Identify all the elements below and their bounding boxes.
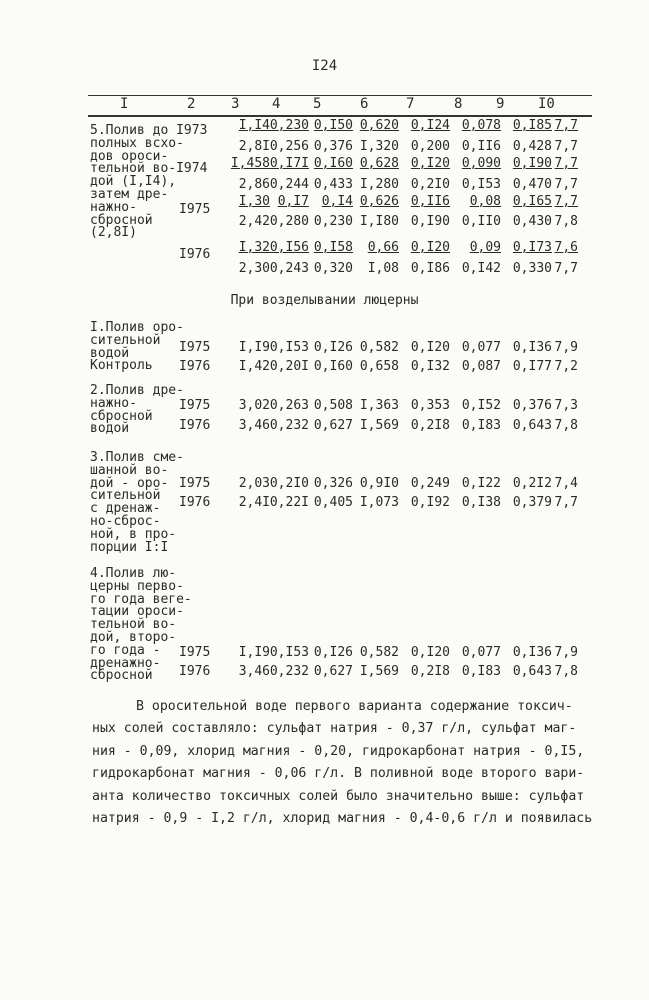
row-label-line: порции I:I: [90, 539, 169, 555]
row-label-line: 5.Полив до I973: [90, 123, 208, 138]
table-cell: 0,9I0: [359, 476, 399, 491]
year-label: I975: [179, 645, 211, 660]
table-cell: 3,02: [238, 398, 270, 413]
column-header: I0: [538, 96, 555, 112]
table-cell: I,569: [359, 418, 399, 433]
table-cell: 2,30: [238, 261, 270, 276]
table-cell: 0,I60: [313, 359, 353, 374]
year-label: I976: [179, 495, 211, 510]
row-label-line: дов ороси-: [90, 148, 169, 164]
row-label-line: нажно-: [90, 199, 137, 215]
table-cell: 0,077: [461, 340, 501, 355]
table-cell: 0,280: [269, 214, 309, 229]
table-cell: 7,7: [554, 139, 578, 154]
table-cell: 0,620: [359, 118, 399, 133]
table-cell: 0,I53: [269, 645, 309, 660]
table-cell: 0,I20: [410, 240, 450, 255]
row-label-line: нажно-: [90, 395, 137, 411]
table-cell: 0,II6: [410, 194, 450, 209]
row-label-line: 3.Полив сме-: [90, 450, 184, 465]
table-cell: 0,230: [313, 214, 353, 229]
table-cell: 0,22I: [269, 495, 309, 510]
table-cell: 0,376: [512, 398, 552, 413]
table-cell: 0,078: [461, 118, 501, 133]
column-header: 9: [496, 96, 505, 112]
table-cell: 0,249: [410, 476, 450, 491]
table-cell: 7,9: [554, 645, 578, 660]
row-label-line: водой: [90, 345, 130, 361]
table-cell: 0,I53: [461, 177, 501, 192]
row-label-line: Контроль: [90, 358, 153, 374]
table-cell: 0,I26: [313, 340, 353, 355]
table-cell: 0,I92: [410, 495, 450, 510]
table-cell: 0,376: [313, 139, 353, 154]
table-cell: 2,4I: [238, 495, 270, 510]
column-header: 5: [313, 96, 322, 112]
table-cell: 7,7: [554, 177, 578, 192]
table-cell: I,I9: [238, 340, 270, 355]
table-cell: 7,6: [554, 240, 578, 255]
table-cell: 0,508: [313, 398, 353, 413]
year-label: I975: [179, 340, 211, 355]
table-cell: 0,2I2: [512, 476, 552, 491]
row-label-line: 2.Полив дре-: [90, 383, 184, 398]
row-label-line: водой: [90, 421, 130, 437]
table-cell: 0,090: [461, 156, 501, 171]
year-label: I976: [179, 418, 211, 433]
table-cell: 0,I65: [512, 194, 552, 209]
table-cell: 0,I24: [410, 118, 450, 133]
table-cell: 7,2: [554, 359, 578, 374]
table-cell: 0,I20: [410, 156, 450, 171]
table-cell: 0,353: [410, 398, 450, 413]
table-cell: 0,I20: [410, 340, 450, 355]
table-cell: 0,I58: [313, 240, 353, 255]
table-cell: 0,I77: [512, 359, 552, 374]
table-cell: 0,320: [313, 261, 353, 276]
column-header: 2: [187, 96, 196, 112]
table-cell: 0,470: [512, 177, 552, 192]
column-header: I: [120, 96, 129, 112]
table-cell: 3,46: [238, 418, 270, 433]
table-cell: I,I9: [238, 645, 270, 660]
table-cell: 7,9: [554, 340, 578, 355]
row-label-line: тельной во-: [90, 617, 177, 633]
table-cell: 0,232: [269, 664, 309, 679]
table-cell: 0,626: [359, 194, 399, 209]
table-cell: 0,I7: [277, 194, 309, 209]
row-label-line: полных всхо-: [90, 135, 184, 151]
table-cell: 0,330: [512, 261, 552, 276]
paragraph-line: гидрокарбонат магния - 0,06 г/л. В поливной воде второго вари-: [92, 766, 585, 782]
table-cell: 0,256: [269, 139, 309, 154]
table-cell: 0,243: [269, 261, 309, 276]
column-header: 7: [406, 96, 415, 112]
table-cell: 0,643: [512, 664, 552, 679]
table-cell: 7,7: [554, 156, 578, 171]
table-cell: 0,II6: [461, 139, 501, 154]
table-cell: 0,I22: [461, 476, 501, 491]
year-label: I976: [179, 664, 211, 679]
table-cell: 7,7: [554, 194, 578, 209]
year-label: I975: [179, 202, 211, 217]
table-cell: 0,2I0: [410, 177, 450, 192]
row-label-line: 4.Полив лю-: [90, 566, 177, 581]
paragraph-line: В оросительной воде первого варианта содержание токсич-: [136, 699, 573, 714]
row-label-line: сительной: [90, 488, 161, 504]
table-cell: I,30: [238, 194, 270, 209]
table-top-rule: [88, 95, 592, 96]
table-cell: I,I4: [238, 118, 270, 133]
table-cell: 0,I20: [410, 645, 450, 660]
table-cell: 0,09: [469, 240, 501, 255]
table-cell: 0,428: [512, 139, 552, 154]
table-cell: 7,3: [554, 398, 578, 413]
table-cell: 0,405: [313, 495, 353, 510]
paragraph-line: анта количество токсичных солей было значительно выше: сульфат: [92, 788, 585, 804]
table-cell: 0,230: [269, 118, 309, 133]
column-header: 4: [272, 96, 281, 112]
row-label-line: дой (I,I4),: [90, 174, 177, 190]
row-label-line: ной, в про-: [90, 526, 177, 542]
row-label-line: сбросной: [90, 668, 153, 684]
row-label-line: шанной во-: [90, 462, 169, 478]
row-label-line: с дренаж-: [90, 501, 161, 517]
table-cell: 0,658: [359, 359, 399, 374]
table-cell: I,073: [359, 495, 399, 510]
row-label-line: церны перво-: [90, 578, 184, 594]
table-cell: 0,582: [359, 645, 399, 660]
table-cell: 0,379: [512, 495, 552, 510]
table-cell: 7,7: [554, 261, 578, 276]
table-cell: I,08: [367, 261, 399, 276]
row-label-line: тации ороси-: [90, 604, 184, 620]
table-cell: I,458: [230, 156, 270, 171]
page-number: I24: [311, 58, 338, 74]
table-cell: 0,I53: [269, 340, 309, 355]
subheading: При возделывании люцерны: [230, 293, 419, 308]
table-cell: 0,I26: [313, 645, 353, 660]
table-cell: 7,7: [554, 118, 578, 133]
paragraph-line: натрия - 0,9 - I,2 г/л, хлорид магния - 0,4-0,6 г/л и появилась: [92, 811, 593, 827]
table-cell: 0,08: [469, 194, 501, 209]
column-header: 6: [360, 96, 369, 112]
table-cell: 0,2I0: [269, 476, 309, 491]
table-cell: 0,628: [359, 156, 399, 171]
row-label-line: но-сброс-: [90, 514, 161, 529]
table-cell: 0,077: [461, 645, 501, 660]
table-cell: 0,I90: [512, 156, 552, 171]
table-cell: 0,I36: [512, 340, 552, 355]
row-label-line: го года -: [90, 642, 161, 658]
table-cell: I,I80: [359, 214, 399, 229]
row-label-line: (2,8I): [90, 225, 137, 241]
table-cell: 0,I60: [313, 156, 353, 171]
table-cell: 0,232: [269, 418, 309, 433]
table-cell: 0,I36: [512, 645, 552, 660]
table-cell: 0,66: [367, 240, 399, 255]
table-cell: 2,8I: [238, 139, 270, 154]
table-cell: 0,263: [269, 398, 309, 413]
table-cell: 0,2I8: [410, 418, 450, 433]
table-cell: 0,II0: [461, 214, 501, 229]
row-label-line: затем дре-: [90, 187, 169, 202]
table-cell: 0,627: [313, 418, 353, 433]
year-label: I976: [179, 247, 211, 262]
table-cell: 2,86: [238, 177, 270, 192]
table-cell: 0,I83: [461, 664, 501, 679]
table-cell: 0,430: [512, 214, 552, 229]
table-cell: 0,I50: [313, 118, 353, 133]
table-cell: 2,42: [238, 214, 270, 229]
table-cell: I,280: [359, 177, 399, 192]
table-cell: 0,087: [461, 359, 501, 374]
table-cell: 3,46: [238, 664, 270, 679]
paragraph-line: ния - 0,09, хлорид магния - 0,20, гидрокарбонат натрия - 0,I5,: [92, 743, 585, 759]
table-cell: 0,I73: [512, 240, 552, 255]
row-label-line: сбросной: [90, 408, 153, 424]
row-label-line: I.Полив оро-: [90, 320, 184, 335]
table-cell: 0,326: [313, 476, 353, 491]
row-label-line: го года веге-: [90, 591, 192, 607]
table-cell: 0,I85: [512, 118, 552, 133]
table-cell: 0,582: [359, 340, 399, 355]
table-cell: 0,244: [269, 177, 309, 192]
table-cell: 0,I38: [461, 495, 501, 510]
year-label: I975: [179, 476, 211, 491]
row-label-line: дой - оро-: [90, 475, 169, 491]
table-cell: I,320: [359, 139, 399, 154]
year-label: I975: [179, 398, 211, 413]
column-header: 3: [231, 96, 240, 112]
table-cell: I,363: [359, 398, 399, 413]
table-cell: I,569: [359, 664, 399, 679]
table-cell: 0,433: [313, 177, 353, 192]
table-cell: 0,2I8: [410, 664, 450, 679]
table-cell: 0,627: [313, 664, 353, 679]
column-header: 8: [454, 96, 463, 112]
paragraph-line: ных солей составляло: сульфат натрия - 0,37 г/л, сульфат маг-: [92, 721, 577, 737]
table-cell: 7,8: [554, 664, 578, 679]
table-cell: 0,I83: [461, 418, 501, 433]
row-label-line: тельной во-I974: [90, 161, 208, 177]
table-cell: 2,03: [238, 476, 270, 491]
table-cell: 0,I4: [321, 194, 353, 209]
table-cell: 7,4: [554, 476, 578, 491]
table-cell: 7,8: [554, 214, 578, 229]
table-cell: 0,I42: [461, 261, 501, 276]
row-label-line: сбросной: [90, 212, 153, 228]
row-label-line: дренажно-: [90, 655, 161, 671]
body-paragraph: [92, 696, 600, 830]
row-label-line: дой, второ-: [90, 630, 177, 645]
table-cell: 0,I56: [269, 240, 309, 255]
table-cell: I,42: [238, 359, 270, 374]
table-cell: I,32: [238, 240, 270, 255]
table-cell: 0,20I: [269, 359, 309, 374]
table-cell: 0,I7I: [269, 156, 309, 171]
table-cell: 0,200: [410, 139, 450, 154]
table-cell: 0,I86: [410, 261, 450, 276]
table-cell: 0,I90: [410, 214, 450, 229]
table-cell: 0,643: [512, 418, 552, 433]
table-cell: 7,7: [554, 495, 578, 510]
row-label-line: сительной: [90, 332, 161, 348]
table-header-rule: [88, 115, 592, 117]
table-cell: 0,I52: [461, 398, 501, 413]
table-cell: 7,8: [554, 418, 578, 433]
table-cell: 0,I32: [410, 359, 450, 374]
year-label: I976: [179, 359, 211, 374]
